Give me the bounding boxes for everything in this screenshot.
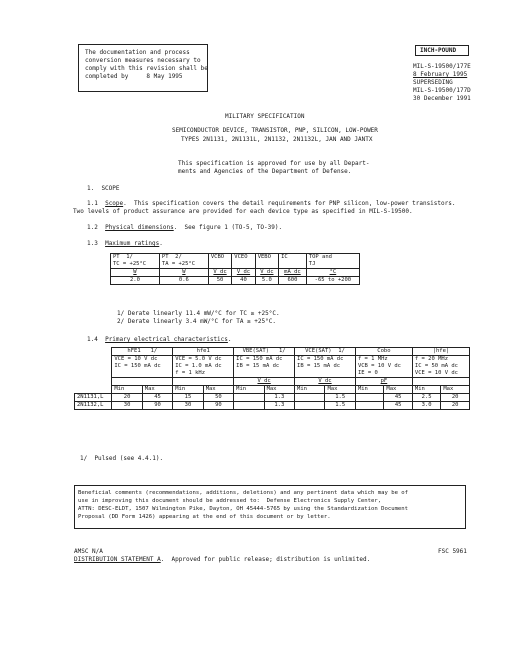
- table-unit: V dc: [208, 269, 231, 277]
- table-unit: V dc: [295, 378, 356, 386]
- table-unit: [112, 378, 173, 386]
- table-cell: 15: [173, 394, 203, 402]
- table-unit: °C: [306, 269, 359, 277]
- table-row: [111, 269, 360, 277]
- table-cell: 90: [142, 402, 172, 410]
- table-unit: pF: [355, 378, 412, 386]
- max-ratings-table: [110, 253, 360, 285]
- table-unit: W: [159, 269, 208, 277]
- derate-note: 1/ Derate linearly 11.4 mW/°C for TC ≥ +25°C.: [117, 310, 280, 317]
- table-cond: f = 20 MHz IC = 50 mA dc VCE = 10 V dc: [412, 356, 469, 378]
- table-cond: f = 1 MHz VCB = 10 V dc IE = 0: [355, 356, 412, 378]
- table-header: PT 2/ TA = +25°C: [159, 254, 208, 269]
- conversion-line: conversion measures necessary to: [85, 57, 201, 64]
- superseded-date: 30 December 1991: [413, 95, 471, 102]
- table-cell: 20: [112, 394, 142, 402]
- doc-id-line: MIL-S-19500/177E: [413, 63, 471, 70]
- dimensions-para: [87, 224, 282, 231]
- table-cell: 2.5: [412, 394, 440, 402]
- table-header: Cobo: [355, 348, 412, 356]
- table-cell: 40: [232, 277, 255, 285]
- table-cell: 50: [208, 277, 231, 285]
- para-label: Physical dimensions: [105, 224, 174, 231]
- table-cell: 2.0: [111, 277, 160, 285]
- section-scope: 1. SCOPE: [87, 185, 120, 192]
- table-unit: [412, 378, 469, 386]
- table-header: VCE(SAT) 1/: [295, 348, 356, 356]
- min-label: Min: [355, 386, 383, 394]
- approval-line: ments and Agencies of the Department of Defense.: [178, 168, 352, 175]
- conversion-notice-box: [78, 44, 208, 92]
- subject-line: SEMICONDUCTOR DEVICE, TRANSISTOR, PNP, SILICON, LOW-POWER: [172, 127, 378, 134]
- min-label: Min: [112, 386, 142, 394]
- para-num: 1.3: [87, 240, 98, 247]
- para-label: Primary electrical characteristics: [105, 336, 228, 343]
- derate-note: 2/ Derate linearly 3.4 mW/°C for TA ≥ +25°C.: [117, 318, 276, 325]
- max-label: Max: [142, 386, 172, 394]
- para-label: Maximum ratings: [105, 240, 160, 247]
- comment-line: Beneficial comments (recommendations, additions, deletions) and any pertinent data which may be of: [78, 490, 409, 496]
- table-cell: 5.0: [255, 277, 278, 285]
- comment-line: Proposal (DD Form 1426) appearing at the end of this document or by letter.: [78, 514, 331, 520]
- table-cell: 1.3: [264, 394, 294, 402]
- table-cell: 20: [441, 402, 470, 410]
- approval-line: This specification is approved for use by all Depart-: [178, 160, 370, 167]
- pulsed-note: 1/ Pulsed (see 4.4.1).: [80, 455, 164, 462]
- inch-pound-badge: [415, 45, 469, 56]
- table-cell: -65 to +200: [306, 277, 359, 285]
- min-label: Min: [234, 386, 264, 394]
- para-label: Scope: [105, 200, 124, 207]
- device-name: 2N1131,L: [75, 394, 112, 402]
- table-header: hFE1 1/: [112, 348, 173, 356]
- table-cell: 45: [142, 394, 172, 402]
- table-cell: [234, 402, 264, 410]
- table-cell: 1.5: [325, 402, 355, 410]
- table-cond: VCE = 10 V dc IC = 150 mA dc: [112, 356, 173, 378]
- table-row: [75, 348, 470, 356]
- max-label: Max: [203, 386, 233, 394]
- scope-para: [87, 200, 455, 207]
- table-header: TOP and TJ: [306, 254, 359, 269]
- max-label: Max: [384, 386, 413, 394]
- table-cond: VCE = 5.0 V dc IC = 1.0 mA dc f = 1 kHz: [173, 356, 234, 378]
- table-header: VCBO: [208, 254, 231, 269]
- comments-box: [74, 485, 466, 529]
- min-label: Min: [295, 386, 325, 394]
- superseded-doc: MIL-S-19500/177D: [413, 87, 471, 94]
- table-cell: 1.3: [264, 402, 294, 410]
- table-cell: 30: [112, 402, 142, 410]
- spec-title: MILITARY SPECIFICATION: [225, 113, 305, 120]
- table-cell: 30: [173, 402, 203, 410]
- table-row: [75, 386, 470, 394]
- table-cell: [295, 402, 325, 410]
- table-cell: 1.5: [325, 394, 355, 402]
- table-unit: V dc: [234, 378, 295, 386]
- table-unit: [173, 378, 234, 386]
- table-cell: [355, 402, 383, 410]
- table-cell: 50: [203, 394, 233, 402]
- table-cell: 20: [441, 394, 470, 402]
- table-header: |hfe|: [412, 348, 469, 356]
- doc-date: 8 February 1995: [413, 71, 468, 78]
- table-cell: 45: [384, 402, 413, 410]
- table-cond: IC = 150 mA dc IB = 15 mA dc: [234, 356, 295, 378]
- table-header: PT 1/ TC = +25°C: [111, 254, 160, 269]
- superseding-label: SUPERSEDING: [413, 79, 453, 86]
- min-label: Min: [173, 386, 203, 394]
- table-header: VEBO: [255, 254, 278, 269]
- comment-line: use in improving this document should be addressed to: Defense Electronics Supply Center,: [78, 498, 382, 504]
- table-cell: 45: [384, 394, 413, 402]
- table-unit: mA dc: [279, 269, 307, 277]
- table-header: hfe1: [173, 348, 234, 356]
- table-cond: IC = 150 mA dc IB = 15 mA dc: [295, 356, 356, 378]
- table-cell: 3.0: [412, 402, 440, 410]
- table-cell: [295, 394, 325, 402]
- distribution-label: DISTRIBUTION STATEMENT A: [74, 556, 161, 563]
- table-cell: 600: [279, 277, 307, 285]
- scope-para-cont: Two levels of product assurance are provided for each device type as specified in MIL-S-19500.: [73, 208, 413, 215]
- conversion-line: completed by 8 May 1995: [85, 73, 183, 80]
- conversion-line: comply with this revision shall be: [85, 65, 208, 72]
- distribution-statement: [74, 556, 370, 563]
- table-row: [111, 254, 360, 269]
- subject-line: TYPES 2N1131, 2N1131L, 2N1132, 2N1132L, JAN AND JANTX: [181, 136, 373, 143]
- table-cell: 90: [203, 402, 233, 410]
- table-header: VBE(SAT) 1/: [234, 348, 295, 356]
- table-cell: [355, 394, 383, 402]
- device-name: 2N1132,L: [75, 402, 112, 410]
- table-row: [111, 277, 360, 285]
- table-unit: V dc: [255, 269, 278, 277]
- max-label: Max: [264, 386, 294, 394]
- electrical-heading: 1.4 Primary electrical characteristics.: [87, 336, 232, 343]
- para-num: 1.2: [87, 224, 98, 231]
- table-cell: [234, 394, 264, 402]
- para-num: 1.4: [87, 336, 98, 343]
- inch-pound-label: INCH-POUND: [420, 47, 457, 54]
- para-text: . This specification covers the detail requirements for PNP silicon, low-power transistors.: [123, 200, 456, 207]
- comment-line: ATTN: DESC-ELDT, 1507 Wilmington Pike, Dayton, OH 45444-5765 by using the Standardization Document: [78, 506, 409, 512]
- para-num: 1.1: [87, 200, 98, 207]
- ratings-heading: 1.3 Maximum ratings.: [87, 240, 163, 247]
- table-header: VCEO: [232, 254, 255, 269]
- distribution-text: . Approved for public release; distribution is unlimited.: [160, 556, 371, 563]
- electrical-table: [74, 347, 470, 410]
- table-header: IC: [279, 254, 307, 269]
- table-row: [75, 378, 470, 386]
- conversion-line: The documentation and process: [85, 49, 190, 56]
- table-cell: 0.6: [159, 277, 208, 285]
- amsc-label: AMSC N/A: [74, 548, 103, 555]
- fsc-label: FSC 5961: [438, 548, 467, 555]
- table-unit: V dc: [232, 269, 255, 277]
- max-label: Max: [441, 386, 470, 394]
- table-row: [75, 394, 470, 402]
- min-label: Min: [412, 386, 440, 394]
- max-label: Max: [325, 386, 355, 394]
- table-unit: W: [111, 269, 160, 277]
- table-row: [75, 402, 470, 410]
- para-text: . See figure 1 (TO-5, TO-39).: [173, 224, 283, 231]
- table-row: [75, 356, 470, 378]
